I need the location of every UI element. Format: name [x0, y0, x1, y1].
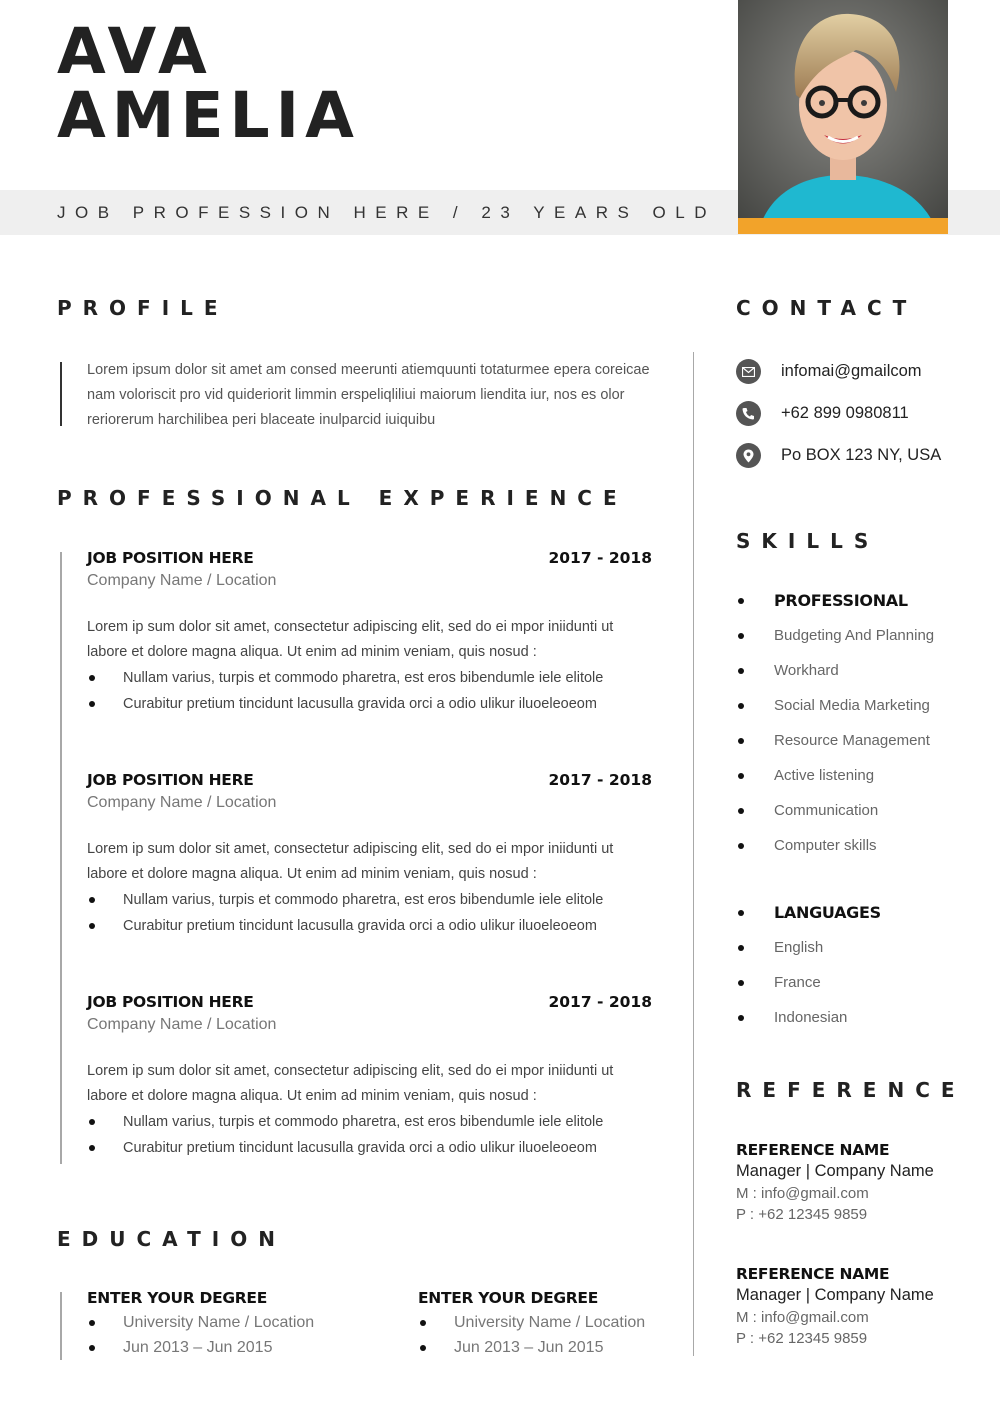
education-entry	[87, 1289, 387, 1360]
job-bullet: Curabitur pretium tincidunt lacusulla gravida orci a odio ulikur iluoeleoeom	[87, 913, 652, 939]
job-position: JOB POSITION HERE	[87, 771, 254, 789]
degree-title: ENTER YOUR DEGREE	[87, 1289, 268, 1307]
education-heading: EDUCATION	[57, 1227, 286, 1251]
reference-email[interactable]: M : info@gmail.com	[736, 1185, 869, 1202]
profile-photo	[738, 0, 948, 234]
phone-icon	[736, 401, 761, 426]
job-bullet: Curabitur pretium tincidunt lacusulla gravida orci a odio ulikur iluoeleoeom	[87, 1135, 652, 1161]
job-company: Company Name / Location	[87, 1016, 277, 1033]
job-bullet: Nullam varius, turpis et commodo pharetra, est eros bibendumle iele elitole	[87, 1109, 652, 1135]
experience-heading: PROFESSIONAL EXPERIENCE	[57, 486, 628, 510]
email-icon	[736, 359, 761, 384]
job-bullets	[87, 887, 652, 939]
job-entry	[87, 993, 652, 1161]
skills-languages-heading: LANGUAGES	[738, 903, 881, 938]
contact-heading: CONTACT	[736, 296, 918, 320]
job-dates: 2017 - 2018	[548, 993, 652, 1011]
reference-name: REFERENCE NAME	[736, 1141, 890, 1159]
location-pin-icon	[736, 443, 761, 468]
last-name: AMELIA	[57, 79, 360, 152]
university-name: University Name / Location	[418, 1310, 718, 1335]
contact-address: Po BOX 123 NY, USA	[781, 446, 942, 464]
job-bullet: Nullam varius, turpis et commodo pharetra, est eros bibendumle iele elitole	[87, 887, 652, 913]
column-divider	[693, 352, 694, 1356]
reference-name: REFERENCE NAME	[736, 1265, 890, 1283]
education-entry	[418, 1289, 718, 1360]
contact-email[interactable]: infomai@gmailcom	[781, 362, 922, 380]
reference-email[interactable]: M : info@gmail.com	[736, 1309, 869, 1326]
skills-professional-heading: PROFESSIONAL	[738, 591, 934, 626]
job-position: JOB POSITION HERE	[87, 993, 254, 1011]
profile-accent-line	[60, 362, 62, 426]
candidate-name	[57, 15, 360, 152]
language-item: France	[738, 973, 881, 1008]
job-entry	[87, 771, 652, 939]
reference-role: Manager | Company Name	[736, 1162, 934, 1180]
skill-item: Communication	[738, 801, 934, 836]
reference-entry	[736, 1141, 986, 1223]
skill-item: Workhard	[738, 661, 934, 696]
professional-skills-list	[738, 591, 934, 871]
degree-title: ENTER YOUR DEGREE	[418, 1289, 599, 1307]
language-item: English	[738, 938, 881, 973]
skill-item: Social Media Marketing	[738, 696, 934, 731]
reference-role: Manager | Company Name	[736, 1286, 934, 1304]
job-description: Lorem ip sum dolor sit amet, consectetur adipiscing elit, sed do ei mpor iniidunti ut labore et dolore magna aliqua. Ut enim ad minim veniam, quis nosud :	[87, 841, 614, 882]
job-company: Company Name / Location	[87, 794, 277, 811]
reference-heading: REFERENCE	[736, 1078, 966, 1102]
profile-heading: PROFILE	[57, 296, 229, 320]
profile-summary: Lorem ipsum dolor sit amet am consed meerunti atiemquunti totaturmee epera coreicae nam voloriscit pro vid quideriorit limmin erspeliqliliui maiorum liendita iur, nos es olor reriorerum harchilibea peri blaceate inulparcid iuiquibu	[87, 362, 650, 428]
first-name: AVA	[57, 15, 213, 88]
skill-item: Active listening	[738, 766, 934, 801]
skill-item: Resource Management	[738, 731, 934, 766]
job-entry	[87, 549, 652, 717]
contact-address-row	[736, 443, 941, 468]
job-description: Lorem ip sum dolor sit amet, consectetur adipiscing elit, sed do ei mpor iniidunti ut labore et dolore magna aliqua. Ut enim ad minim veniam, quis nosud :	[87, 619, 614, 660]
skill-item: Computer skills	[738, 836, 934, 871]
job-company: Company Name / Location	[87, 572, 277, 589]
contact-phone-row	[736, 401, 909, 426]
job-dates: 2017 - 2018	[548, 549, 652, 567]
reference-entry	[736, 1265, 986, 1347]
study-period: Jun 2013 – Jun 2015	[418, 1335, 718, 1360]
job-subtitle: JOB PROFESSION HERE / 23 YEARS OLD	[57, 203, 717, 222]
contact-phone[interactable]: +62 899 0980811	[781, 404, 909, 422]
language-item: Indonesian	[738, 1008, 881, 1043]
skills-heading: SKILLS	[736, 529, 880, 553]
reference-phone[interactable]: P : +62 12345 9859	[736, 1330, 868, 1347]
job-bullets	[87, 1109, 652, 1161]
job-bullet: Curabitur pretium tincidunt lacusulla gravida orci a odio ulikur iluoeleoeom	[87, 691, 652, 717]
skill-item: Budgeting And Planning	[738, 626, 934, 661]
education-timeline-line	[60, 1292, 62, 1360]
experience-timeline-line	[60, 552, 62, 1164]
reference-phone[interactable]: P : +62 12345 9859	[736, 1206, 868, 1223]
job-description: Lorem ip sum dolor sit amet, consectetur adipiscing elit, sed do ei mpor iniidunti ut labore et dolore magna aliqua. Ut enim ad minim veniam, quis nosud :	[87, 1063, 614, 1104]
job-dates: 2017 - 2018	[548, 771, 652, 789]
job-position: JOB POSITION HERE	[87, 549, 254, 567]
university-name: University Name / Location	[87, 1310, 387, 1335]
languages-list	[738, 903, 881, 1043]
contact-email-row	[736, 359, 922, 384]
job-bullet: Nullam varius, turpis et commodo pharetra, est eros bibendumle iele elitole	[87, 665, 652, 691]
study-period: Jun 2013 – Jun 2015	[87, 1335, 387, 1360]
photo-accent-bar	[738, 218, 948, 234]
job-bullets	[87, 665, 652, 717]
